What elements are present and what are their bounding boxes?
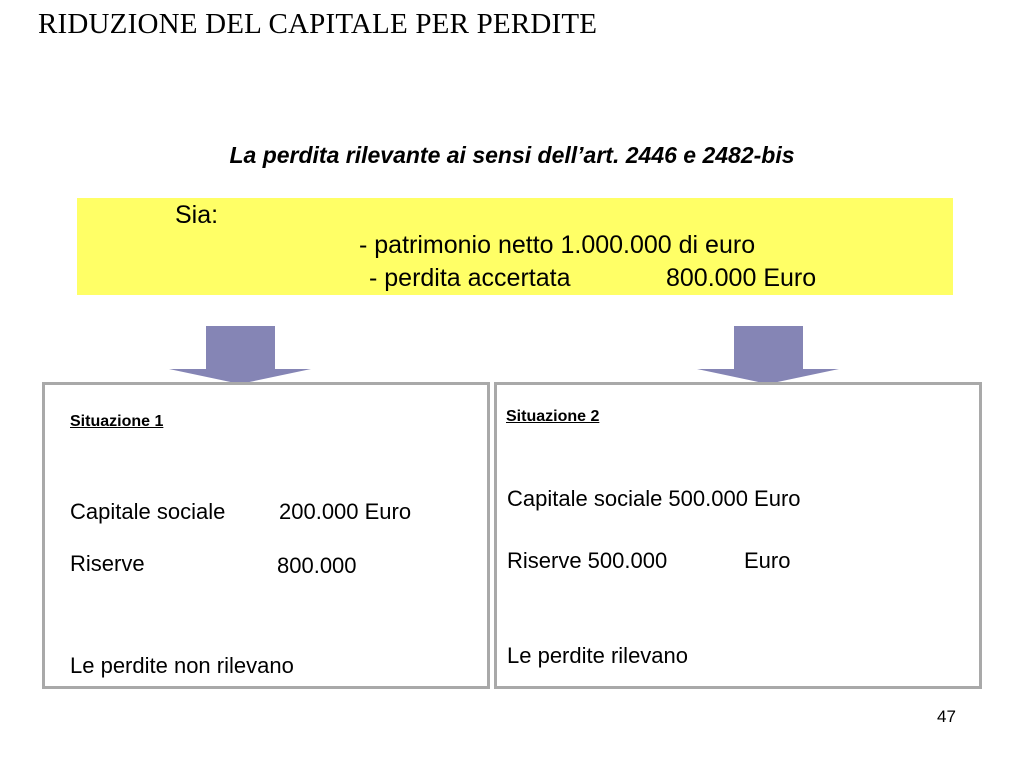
situation-1-riserve-label: Riserve [70,551,145,576]
premise-perdita-value: 800.000 Euro [666,264,817,292]
situation-2-riserve-value: Riserve 500.000 [507,548,668,573]
down-arrow-icon [697,326,839,384]
premise-intro: Sia: [175,201,219,229]
situation-1-conclusion: Le perdite non rilevano [70,653,294,678]
situation-1-panel [42,382,490,689]
page-number: 47 [937,707,956,726]
situation-2-capitale-line: Capitale sociale 500.000 Euro [507,486,801,511]
premise-patrimonio-netto: - patrimonio netto 1.000.000 di euro [359,231,756,259]
situation-2-conclusion: Le perdite rilevano [507,643,689,668]
situation-1-riserve-value: 800.000 [277,553,357,578]
situation-2-riserve-unit: Euro [744,548,791,573]
situation-1-heading: Situazione 1 [70,413,164,430]
situation-2-heading: Situazione 2 [506,408,600,425]
slide-subtitle: La perdita rilevante ai sensi dell’art. 2446 e 2482-bis [229,142,795,168]
premise-box [77,198,953,295]
premise-perdita-label: - perdita accertata [369,264,571,292]
situation-2-panel [494,382,982,689]
slide-title: RIDUZIONE DEL CAPITALE PER PERDITE [38,8,598,40]
situation-1-capitale-value: 200.000 Euro [279,499,412,524]
situation-1-capitale-label: Capitale sociale [70,499,226,524]
down-arrow-icon [169,326,311,384]
